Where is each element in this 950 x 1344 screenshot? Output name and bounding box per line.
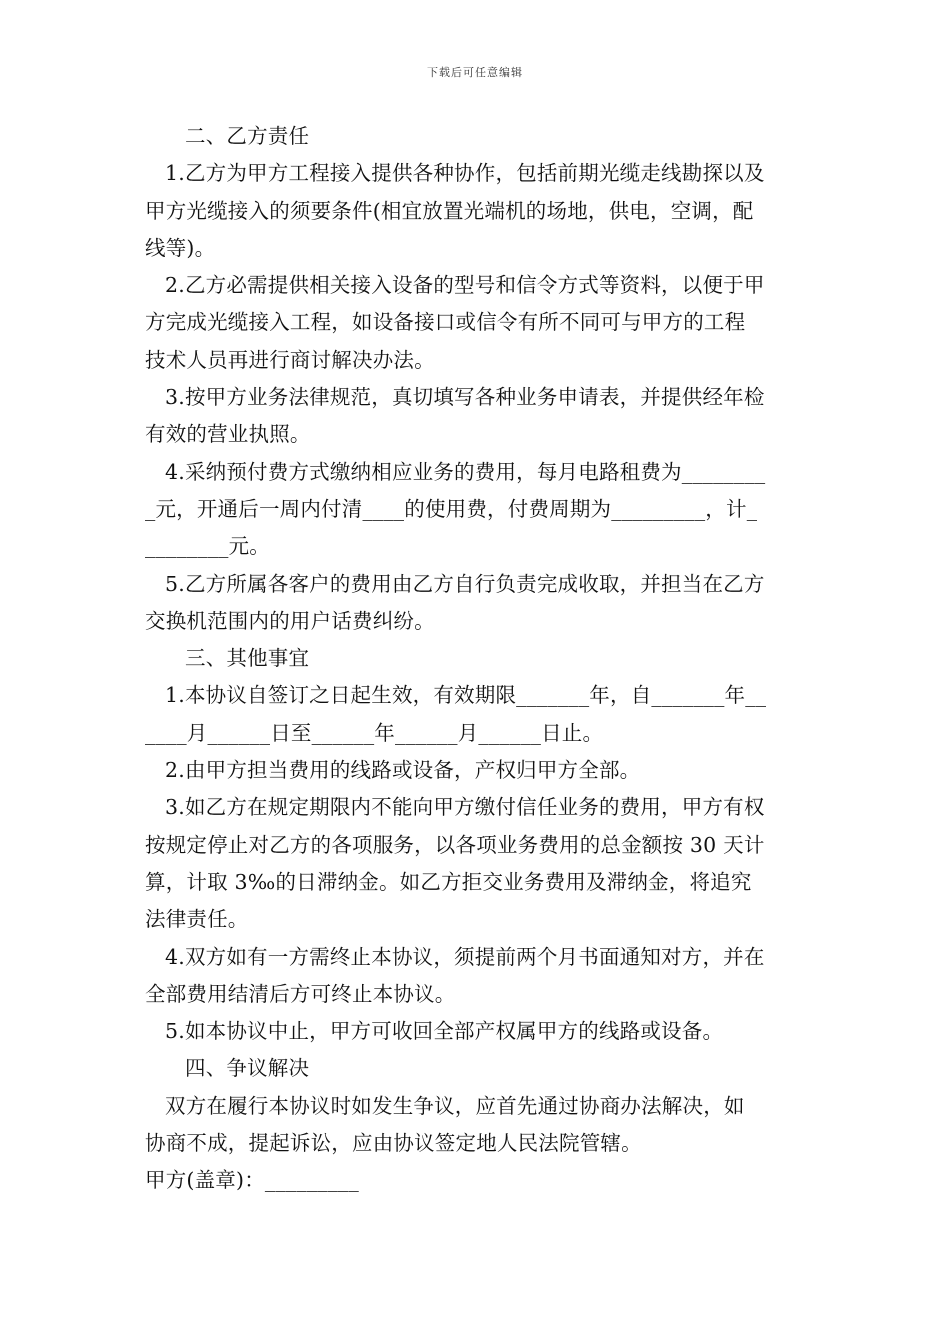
clause-paragraph — [145, 752, 807, 789]
clause-paragraph — [145, 155, 807, 267]
text-line: 1.乙方为甲方工程接入提供各种协作，包括前期光缆走线勘探以及 — [165, 161, 765, 186]
text-line: 甲方(盖章)：_________ — [145, 1168, 359, 1193]
text-line: 法律责任。 — [145, 907, 249, 932]
clause-paragraph — [145, 454, 807, 566]
text-line: 技术人员再进行商讨解决办法。 — [145, 347, 435, 372]
text-line: 按规定停止对乙方的各项服务，以各项业务费用的总金额按 30 天计 — [145, 832, 765, 857]
clause-paragraph — [145, 1088, 807, 1163]
text-line: _元，开通后一周内付清____的使用费，付费周期为_________，计_ — [145, 496, 758, 521]
text-line: 5.如本协议中止，甲方可收回全部产权属甲方的线路或设备。 — [165, 1019, 724, 1044]
text-line: 3.如乙方在规定期限内不能向甲方缴付信任业务的费用，甲方有权 — [165, 795, 765, 820]
text-line: 算，计取 3‰的日滞纳金。如乙方拒交业务费用及滞纳金，将追究 — [145, 869, 752, 894]
text-line: 有效的营业执照。 — [145, 422, 311, 447]
header-note: 下载后可任意编辑 — [427, 66, 523, 79]
clause-paragraph — [145, 1013, 807, 1050]
text-line: 甲方光缆接入的须要条件(相宜放置光端机的场地，供电，空调，配 — [145, 198, 754, 223]
section-heading — [145, 640, 807, 677]
clause-paragraph — [145, 379, 807, 454]
text-line: 三、其他事宜 — [185, 646, 310, 671]
text-line: 协商不成，提起诉讼，应由协议签定地人民法院管辖。 — [145, 1131, 642, 1156]
text-line: 2.由甲方担当费用的线路或设备，产权归甲方全部。 — [165, 758, 641, 783]
text-line: 1.本协议自签订之日起生效，有效期限_______年，自_______年__ — [165, 683, 767, 708]
text-line: 双方在履行本协议时如发生争议，应首先通过协商办法解决，如 — [165, 1093, 745, 1118]
text-line: ________元。 — [145, 534, 270, 559]
text-line: 4.采纳预付费方式缴纳相应业务的费用，每月电路租费为________ — [165, 459, 766, 484]
text-line: 3.按甲方业务法律规范，真切填写各种业务申请表，并提供经年检 — [165, 385, 765, 410]
text-line: 四、争议解决 — [185, 1056, 310, 1081]
section-heading — [145, 118, 807, 155]
clause-paragraph — [145, 267, 807, 379]
text-line: 二、乙方责任 — [185, 124, 310, 148]
clause-paragraph — [145, 789, 807, 938]
text-line: 5.乙方所属各客户的费用由乙方自行负责完成收取，并担当在乙方 — [165, 571, 765, 596]
clause-paragraph — [145, 677, 807, 752]
text-line: 交换机范围内的用户话费纠纷。 — [145, 608, 435, 633]
section-heading — [145, 1050, 807, 1087]
text-line: 线等)。 — [145, 235, 216, 260]
signature-line — [145, 1162, 807, 1199]
clause-paragraph — [145, 566, 807, 641]
text-line: 方完成光缆接入工程，如设备接口或信令有所不同可与甲方的工程 — [145, 310, 746, 335]
document-body — [145, 118, 807, 1200]
text-line: 2.乙方必需提供相关接入设备的型号和信令方式等资料，以便于甲 — [165, 273, 765, 298]
text-line: 4.双方如有一方需终止本协议，须提前两个月书面通知对方，并在 — [165, 944, 765, 969]
clause-paragraph — [145, 939, 807, 1014]
text-line: 全部费用结清后方可终止本协议。 — [145, 981, 456, 1006]
text-line: ____月______日至______年______月______日止。 — [145, 720, 604, 745]
